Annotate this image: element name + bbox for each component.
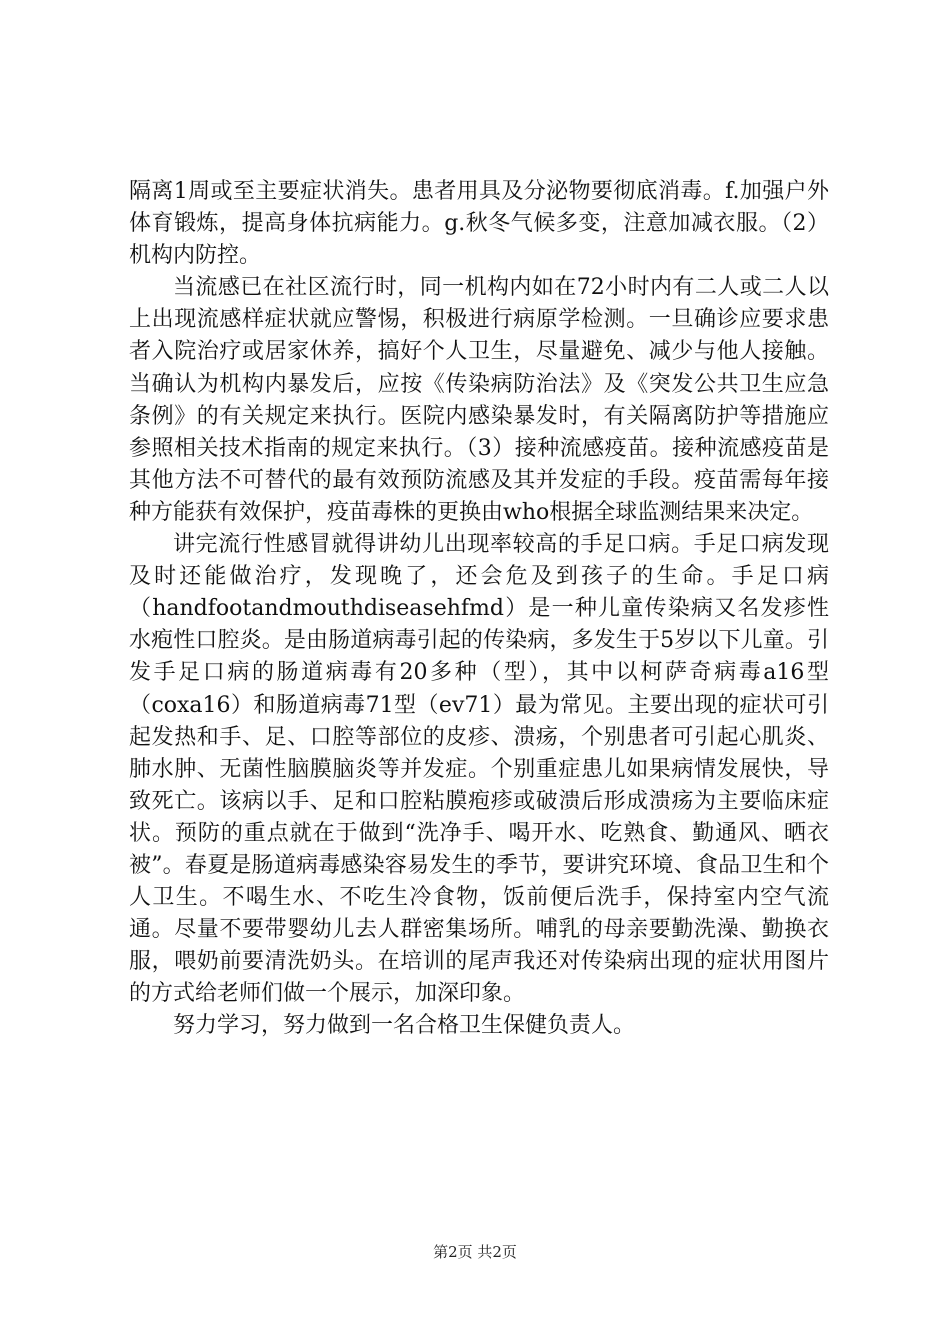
document-body <box>129 176 829 1043</box>
paragraph-closing: 努力学习，努力做到一名合格卫生保健负责人。 <box>173 1013 636 1039</box>
paragraph-continuation: 隔离1周或至主要症状消失。患者用具及分泌物要彻底消毒。f.加强户外体育锻炼，提高身体抗病能力。g.秋冬气候多变，注意加减衣服。（2）机构内防控。 <box>129 179 829 269</box>
paragraph-flu-institution-control: 当流感已在社区流行时，同一机构内如在72小时内有二人或二人以上出现流感样症状就应警惕，积极进行病原学检测。一旦确诊应要求患者入院治疗或居家休养，搞好个人卫生，尽量避免、减少与他人接触。当确认为机构内暴发后，应按《传染病防治法》及《突发公共卫生应急条例》的有关规定来执行。医院内感染暴发时，有关隔离防护等措施应参照相关技术指南的规定来执行。（3）接种流感疫苗。接种流感疫苗是其他方法不可替代的最有效预防流感及其并发症的手段。疫苗需每年接种方能获有效保护，疫苗毒株的更换由who根据全球监测结果来决定。 <box>129 275 829 525</box>
paragraph-hand-foot-mouth-disease: 讲完流行性感冒就得讲幼儿出现率较高的手足口病。手足口病发现及时还能做治疗，发现晚了，还会危及到孩子的生命。手足口病（handfootandmouthdiseasehfmd）是一种儿童传染病又名发疹性水疱性口腔炎。是由肠道病毒引起的传染病，多发生于5岁以下儿童。引发手足口病的肠道病毒有20多种（型），其中以柯萨奇病毒a16型（coxa16）和肠道病毒71型（ev71）最为常见。主要出现的症状可引起发热和手、足、口腔等部位的皮疹、溃疡，个别患者可引起心肌炎、肺水肿、无菌性脑膜脑炎等并发症。个别重症患儿如果病情发展快，导致死亡。该病以手、足和口腔粘膜疱疹或破溃后形成溃疡为主要临床症状。预防的重点就在于做到“洗净手、喝开水、吃熟食、勤通风、晒衣被”。春夏是肠道病毒感染容易发生的季节，要讲究环境、食品卫生和个人卫生。不喝生水、不吃生冷食物，饭前便后洗手，保持室内空气流通。尽量不要带婴幼儿去人群密集场所。哺乳的母亲要勤洗澡、勤换衣服，喂奶前要清洗奶头。在培训的尾声我还对传染病出现的症状用图片的方式给老师们做一个展示，加深印象。 <box>129 532 829 1007</box>
page-number-footer: 第2页 共2页 <box>433 1243 517 1261</box>
